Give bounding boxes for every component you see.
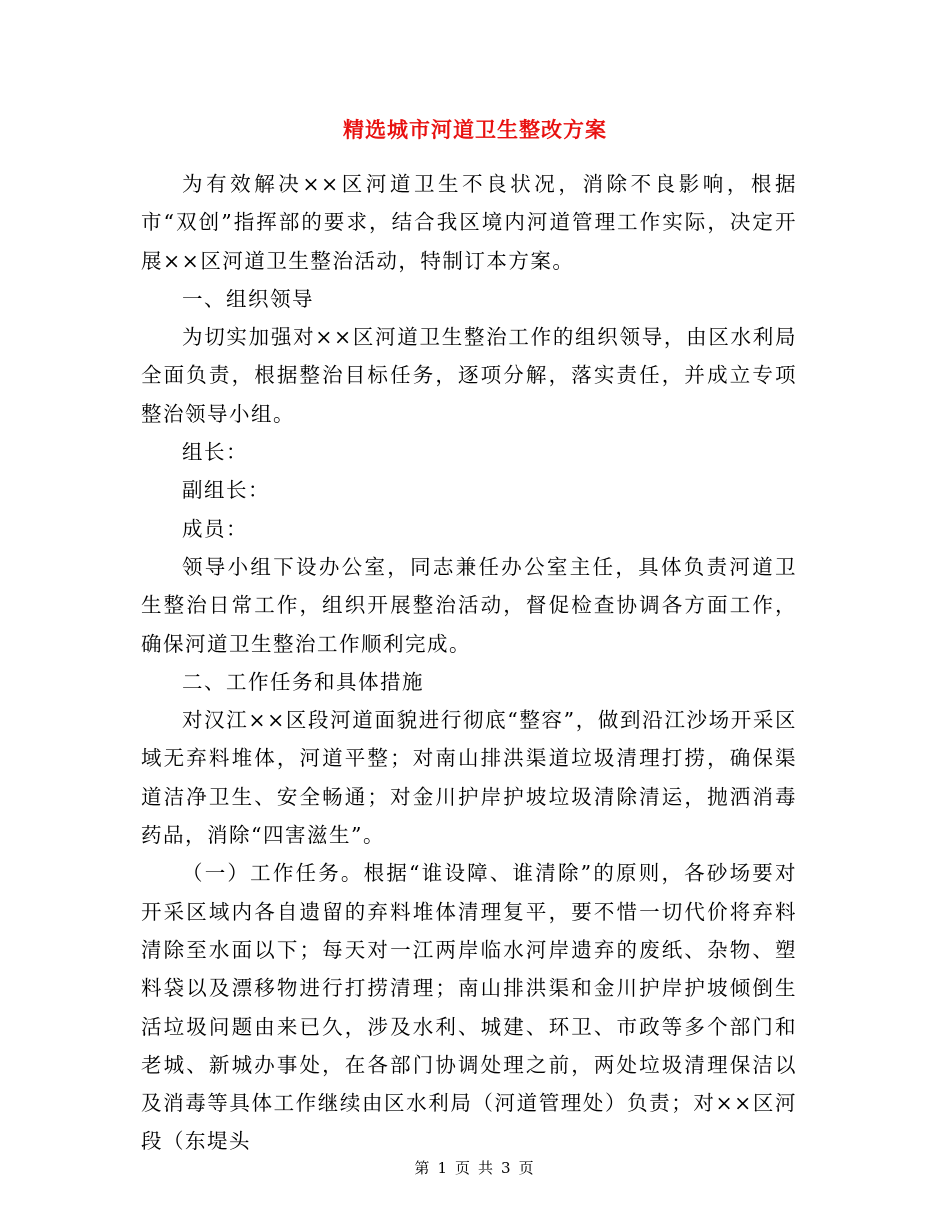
footer-page-word: 页: [454, 1159, 472, 1177]
footer-suffix: 页: [518, 1159, 536, 1177]
document-body: [141, 165, 797, 1161]
paragraph-tasks-detail: （一）工作任务。根据“谁设障、谁清除”的原则，各砂场要对开采区域内各自遗留的弃料堆体清理复平，要不惜一切代价将弃料清除至水面以下；每天对一江两岸临水河岸遗弃的废纸、杂物、塑料袋以及漂移物进行打捞清理；南山排洪渠和金川护岸护坡倾倒生活垃圾问题由来已久，涉及水利、城建、环卫、市政等多个部门和老城、新城办事处，在各部门协调处理之前，两处垃圾清理保洁以及消毒等具体工作继续由区水利局（河道管理处）负责；对××区河段（东堤头: [141, 861, 797, 1154]
field-team-leader: 组长：: [182, 440, 248, 465]
paragraph-organization: 为切实加强对××区河道卫生整治工作的组织领导，由区水利局全面负责，根据整治目标任务，逐项分解，落实责任，并成立专项整治领导小组。: [141, 325, 797, 426]
field-members: 成员：: [182, 516, 248, 541]
paragraph-intro: 为有效解决××区河道卫生不良状况，消除不良影响，根据市“双创”指挥部的要求，结合我区境内河道管理工作实际，决定开展××区河道卫生整治活动，特制订本方案。: [141, 172, 797, 273]
section-heading-organization: 一、组织领导: [182, 286, 314, 311]
section-heading-tasks: 二、工作任务和具体措施: [182, 669, 424, 694]
footer-current-page: 1: [437, 1159, 449, 1177]
document-title: 精选城市河道卫生整改方案: [343, 117, 607, 142]
footer-prefix: 第: [414, 1159, 432, 1177]
page-footer: [0, 1157, 950, 1178]
paragraph-office: 领导小组下设办公室，同志兼任办公室主任，具体负责河道卫生整治日常工作，组织开展整治活动，督促检查协调各方面工作，确保河道卫生整治工作顺利完成。: [141, 554, 797, 656]
field-deputy-leader: 副组长：: [182, 478, 270, 503]
paragraph-tasks-overview: 对汉江××区段河道面貌进行彻底“整容”，做到沿江沙场开采区域无弃料堆体，河道平整；对南山排洪渠道垃圾清理打捞，确保渠道洁净卫生、安全畅通；对金川护岸护坡垃圾清除清运，抛洒消毒药品，消除“四害滋生”。: [141, 708, 797, 848]
footer-total-pages: 3: [501, 1159, 513, 1177]
footer-total-word: 共: [478, 1159, 496, 1177]
